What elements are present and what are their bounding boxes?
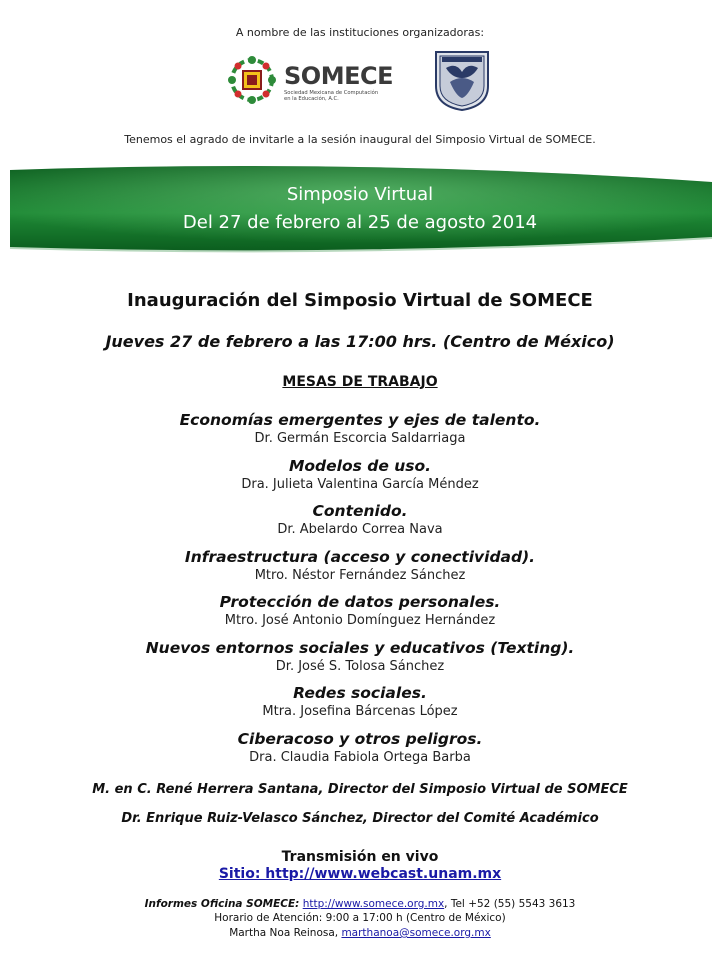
somece-subtitle-line1: Sociedad Mexicana de Computación xyxy=(284,90,379,96)
somece-emblem-icon xyxy=(224,52,280,108)
panel-topic: Contenido. xyxy=(312,502,408,520)
somece-url-link[interactable]: http://www.somece.org.mx xyxy=(302,898,445,910)
live-stream-heading: Transmisión en vivo xyxy=(281,849,439,865)
panel-speaker: Mtra. Josefina Bárcenas López xyxy=(262,704,458,719)
panel-item xyxy=(0,457,720,503)
panel-item xyxy=(0,411,720,457)
info-label: Informes Oficina SOMECE: xyxy=(144,898,300,910)
info-contact xyxy=(0,927,720,939)
panel-item xyxy=(0,730,720,776)
panel-speaker: Dr. José S. Tolosa Sánchez xyxy=(275,658,445,674)
organizers-intro: A nombre de las instituciones organizadoras: xyxy=(235,26,485,39)
panels-list xyxy=(0,411,720,775)
unam-crest-icon xyxy=(432,48,492,112)
banner-title: Simposio Virtual xyxy=(286,184,434,205)
somece-subtitle-line2: en la Educación, A.C. xyxy=(284,96,339,102)
academic-director: Dr. Enrique Ruiz-Velasco Sánchez, Director del Comité Académico xyxy=(121,811,599,826)
panel-speaker: Dr. Germán Escorcia Saldarriaga xyxy=(254,431,466,446)
panel-speaker: Mtro. José Antonio Domínguez Hernández xyxy=(224,613,496,628)
info-phone: , Tel +52 (55) 5543 3613 xyxy=(444,898,576,910)
panel-speaker: Dra. Julieta Valentina García Méndez xyxy=(241,476,479,492)
panel-item xyxy=(0,502,720,548)
symposium-director: M. en C. René Herrera Santana, Director del Simposio Virtual de SOMECE xyxy=(92,782,628,797)
banner-dates: Del 27 de febrero al 25 de agosto 2014 xyxy=(182,212,538,233)
panel-topic: Nuevos entornos sociales y educativos (Texting). xyxy=(145,638,575,657)
panel-topic: Redes sociales. xyxy=(293,684,427,702)
event-datetime: Jueves 27 de febrero a las 17:00 hrs. (Centro de México) xyxy=(105,332,615,351)
panels-heading: MESAS DE TRABAJO xyxy=(282,374,438,390)
logos-row xyxy=(0,50,720,112)
stream-site-link[interactable]: Sitio: http://www.webcast.unam.mx xyxy=(218,866,502,882)
info-office xyxy=(0,898,720,910)
invitation-text: Tenemos el agrado de invitarle a la sesión inaugural del Simposio Virtual de SOMECE. xyxy=(124,133,596,146)
panel-topic: Protección de datos personales. xyxy=(219,593,501,611)
panel-speaker: Dra. Claudia Fabiola Ortega Barba xyxy=(249,749,471,765)
panel-topic: Infraestructura (acceso y conectividad). xyxy=(184,547,536,566)
info-hours: Horario de Atención: 9:00 a 17:00 h (Centro de México) xyxy=(214,912,506,924)
contact-name: Martha Noa Reinosa, xyxy=(229,927,342,939)
panel-topic: Modelos de uso. xyxy=(288,456,432,475)
panel-item xyxy=(0,593,720,639)
panel-item xyxy=(0,684,720,730)
somece-logo xyxy=(224,50,393,110)
panel-item xyxy=(0,548,720,594)
inauguration-heading: Inauguración del Simposio Virtual de SOMECE xyxy=(127,290,593,311)
panel-topic: Economías emergentes y ejes de talento. xyxy=(179,411,541,429)
stream-site xyxy=(0,866,720,882)
somece-wordmark: SOMECE xyxy=(284,62,393,90)
somece-subtitle xyxy=(284,90,378,102)
panel-item xyxy=(0,639,720,685)
contact-email-link[interactable]: marthanoa@somece.org.mx xyxy=(341,927,491,939)
panel-speaker: Dr. Abelardo Correa Nava xyxy=(277,522,443,537)
panel-speaker: Mtro. Néstor Fernández Sánchez xyxy=(254,567,466,583)
panel-topic: Ciberacoso y otros peligros. xyxy=(237,729,483,748)
